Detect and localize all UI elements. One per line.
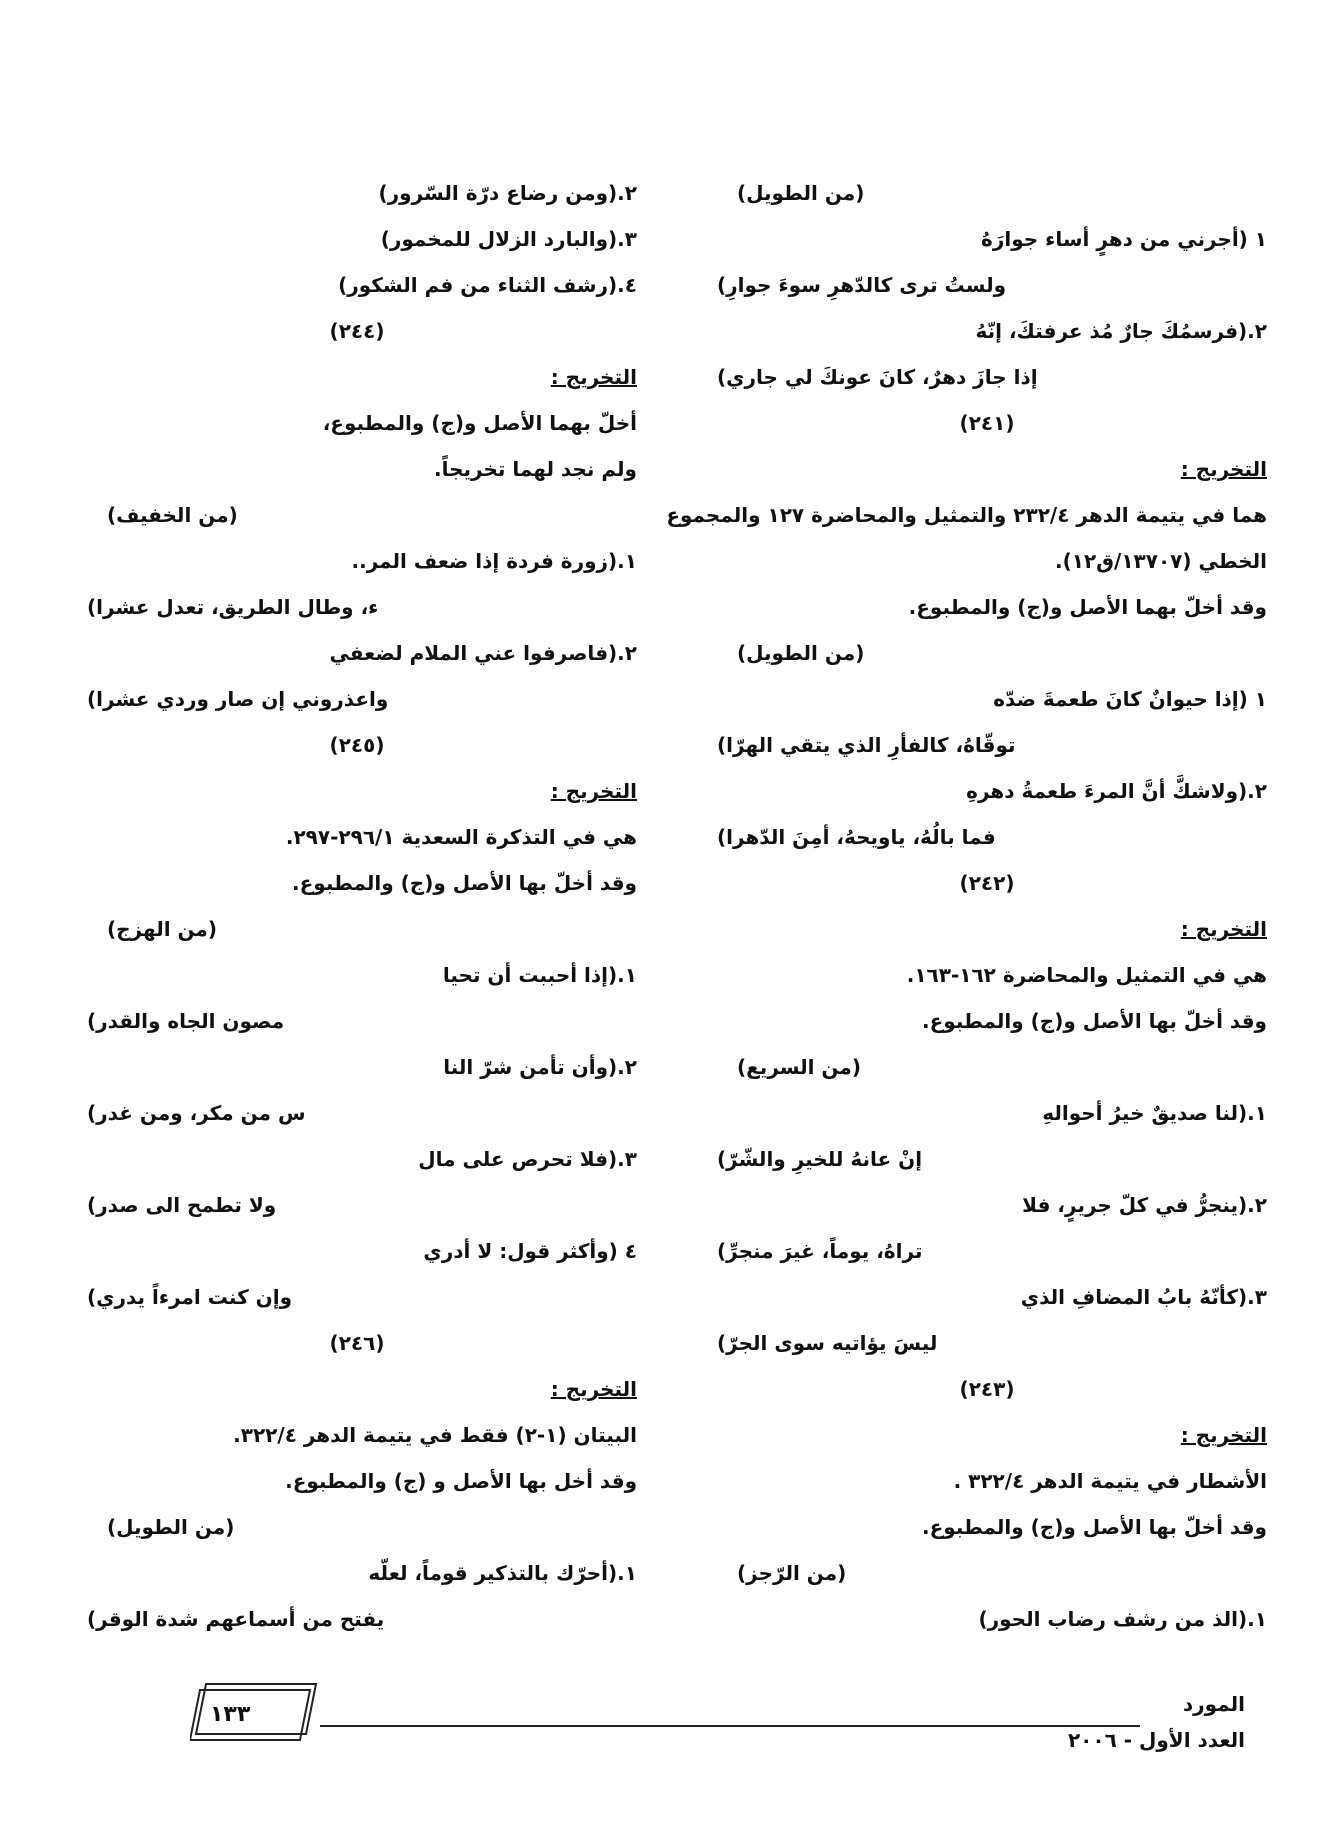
verse-line: ١.(أحرّك بالتذكير قوماً، لعلّه bbox=[368, 1561, 637, 1585]
verse-line: إنْ عانهُ للخيرِ والشّرّ) bbox=[717, 1147, 923, 1171]
entry-number: (٢٤٤) bbox=[329, 319, 385, 343]
section-heading: التخريج : bbox=[1180, 917, 1267, 941]
text-line: الأشطار في يتيمة الدهر ٣٢٢/٤ . bbox=[953, 1469, 1267, 1493]
meter-label: (من الطويل) bbox=[737, 641, 865, 665]
verse-line: ١.(إذا أحببت أن تحيا bbox=[442, 963, 637, 987]
verse-line: ليسَ يؤاتيه سوى الجرّ) bbox=[717, 1331, 938, 1355]
text-line: وقد أخلّ بها الأصل و(ج) والمطبوع. bbox=[292, 871, 637, 895]
verse-line: ٢.(فاصرفوا عني الملام لضعفي bbox=[329, 641, 637, 665]
verse-line: ٢.(وأن تأمن شرّ النا bbox=[443, 1055, 637, 1079]
text-line: هي في التذكرة السعدية ٢٩٦/١-٢٩٧. bbox=[285, 825, 637, 849]
verse-line: ١.(زورة فردة إذا ضعف المر.. bbox=[351, 549, 637, 573]
verse-line: توقّاهُ، كالفأرِ الذي يتقي الهرّا) bbox=[717, 733, 1016, 757]
text-line: هما في يتيمة الدهر ٢٣٢/٤ والتمثيل والمحاضرة ١٢٧ والمجموع bbox=[666, 503, 1267, 527]
verse-line: ١ (أجرني من دهرٍ أساء جوارَهُ bbox=[981, 227, 1267, 251]
issue-label: العدد الأول - ٢٠٠٦ bbox=[1067, 1728, 1245, 1752]
journal-name: المورد bbox=[1182, 1692, 1245, 1716]
verse-line: ٣.(كأنّهُ بابُ المضافِ الذي bbox=[1020, 1285, 1267, 1309]
verse-line: ٤.(رشف الثناء من فم الشكور) bbox=[338, 273, 637, 297]
meter-label: (من الرّجز) bbox=[737, 1561, 847, 1585]
meter-label: (من الهزج) bbox=[107, 917, 218, 941]
section-heading: التخريج : bbox=[1180, 457, 1267, 481]
text-line: وقد أخلّ بها الأصل و(ج) والمطبوع. bbox=[922, 1515, 1267, 1539]
section-heading: التخريج : bbox=[550, 779, 637, 803]
verse-line: ١.(الذ من رشف رضاب الحور) bbox=[978, 1607, 1267, 1631]
section-heading: التخريج : bbox=[1180, 1423, 1267, 1447]
verse-line: واعذروني إن صار وردي عشرا) bbox=[87, 687, 389, 711]
section-heading: التخريج : bbox=[550, 365, 637, 389]
right-column bbox=[666, 170, 1267, 1642]
verse-line: ء، وطال الطريق، تعدل عشرا) bbox=[87, 595, 379, 619]
entry-number: (٢٤١) bbox=[959, 411, 1015, 435]
meter-label: (من الطويل) bbox=[107, 1515, 235, 1539]
verse-line: ١ (إذا حيوانٌ كانَ طعمةَ ضدّه bbox=[993, 687, 1267, 711]
entry-number: (٢٤٥) bbox=[329, 733, 385, 757]
text-line: الخطي (١٣٧٠٧/ق١٢). bbox=[1054, 549, 1267, 573]
verse-line: ٢.(ينجرُّ في كلّ جريرٍ، فلا bbox=[1022, 1193, 1267, 1217]
entry-number: (٢٤٦) bbox=[329, 1331, 385, 1355]
text-line: ولم نجد لهما تخريجاً. bbox=[433, 457, 637, 481]
page-footer bbox=[150, 1680, 1250, 1770]
verse-line: ٢.(ومن رضاع درّة السّرور) bbox=[378, 181, 637, 205]
section-heading: التخريج : bbox=[550, 1377, 637, 1401]
verse-line: تراهُ، يوماً، غيرَ منجرِّ) bbox=[717, 1239, 923, 1263]
text-line: وقد أخلّ بهما الأصل و(ج) والمطبوع. bbox=[908, 595, 1267, 619]
verse-line: إذا جازَ دهرٌ، كانَ عونكَ لي جاري) bbox=[717, 365, 1038, 389]
text-line: أخلّ بهما الأصل و(ج) والمطبوع، bbox=[322, 411, 637, 435]
verse-line: ٢.(ولاشكَّ أنَّ المرءَ طعمةُ دهرهِ bbox=[966, 779, 1267, 803]
entry-number: (٢٤٣) bbox=[959, 1377, 1015, 1401]
text-line: البيتان (١-٢) فقط في يتيمة الدهر ٣٢٢/٤. bbox=[233, 1423, 637, 1447]
page-number: ١٣٣ bbox=[210, 1702, 251, 1727]
meter-label: (من الطويل) bbox=[737, 181, 865, 205]
meter-label: (من السريع) bbox=[737, 1055, 861, 1079]
footer-rule bbox=[320, 1725, 1140, 1727]
text-line: وقد أخل بها الأصل و (ج) والمطبوع. bbox=[285, 1469, 637, 1493]
verse-line: ٤ (وأكثر قول: لا أدري bbox=[423, 1239, 637, 1263]
verse-line: وإن كنت امرءاً يدري) bbox=[87, 1285, 293, 1309]
verse-line: س من مكر، ومن غدر) bbox=[87, 1101, 306, 1125]
verse-line: ولستُ ترى كالدّهرِ سوءَ جوارِ) bbox=[717, 273, 1007, 297]
left-column bbox=[77, 170, 637, 1642]
verse-line: فما بالُهُ، ياويحهُ، أمِنَ الدّهرا) bbox=[717, 825, 996, 849]
entry-number: (٢٤٢) bbox=[959, 871, 1015, 895]
verse-line: ٣.(فلا تحرص على مال bbox=[418, 1147, 637, 1171]
verse-line: ٢.(فرسمُكَ جارٌ مُذ عرفتكَ، إنّهُ bbox=[975, 319, 1267, 343]
verse-line: ٣.(والبارد الزلال للمخمور) bbox=[380, 227, 637, 251]
text-line: هي في التمثيل والمحاضرة ١٦٢-١٦٣. bbox=[906, 963, 1267, 987]
verse-line: ١.(لنا صديقٌ خيرُ أحوالهِ bbox=[1042, 1101, 1267, 1125]
verse-line: مصون الجاه والقدر) bbox=[87, 1009, 285, 1033]
text-line: وقد أخلّ بها الأصل و(ج) والمطبوع. bbox=[922, 1009, 1267, 1033]
verse-line: ولا تطمح الى صدر) bbox=[87, 1193, 277, 1217]
verse-line: يفتح من أسماعهم شدة الوقر) bbox=[87, 1607, 385, 1631]
meter-label: (من الخفيف) bbox=[107, 503, 238, 527]
